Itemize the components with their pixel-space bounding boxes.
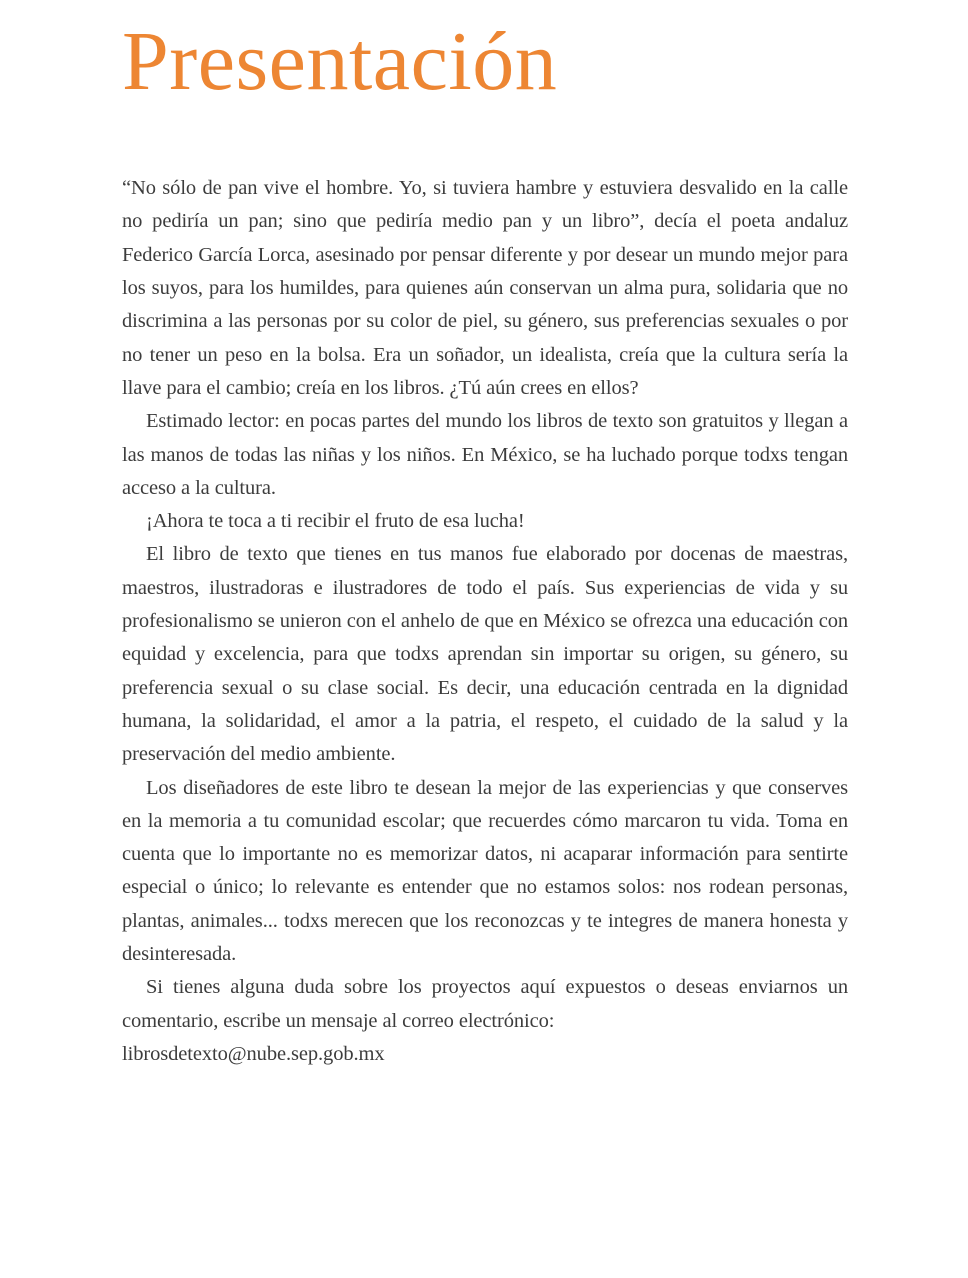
paragraph-estimado-lector: Estimado lector: en pocas partes del mundo los libros de texto son gratuitos y llegan a las manos de todas las niñas y los niños. En México, se ha luchado porque todxs tengan acceso a la cultura.: [122, 410, 848, 499]
paragraph-libro-de-texto: El libro de texto que tienes en tus manos fue elaborado por docenas de maestras, maestros, ilustradoras e ilustradores de todo el país. Sus experiencias de vida y su profesionalismo se unieron con el anhelo de que en México se ofrezca una educación con equidad y excelencia, para que todxs aprendan sin importar su origen, su género, su preferencia sexual o su clase social. Es decir, una educación centrada en la dignidad humana, la solidaridad, el amor a la patria, el respeto, el cuidado de la salud y la preservación del medio ambiente.: [122, 543, 848, 766]
paragraph-disenadores: Los diseñadores de este libro te desean la mejor de las experiencias y que conserves en la memoria a tu comunidad escolar; que recuerdes cómo marcaron tu vida. Toma en cuenta que lo importante no es memorizar datos, ni acaparar información para sentirte especial o único; lo relevante es entender que no estamos solos: nos rodean personas, plantas, animales... todxs merecen que los reconozcas y te integres de manera honesta y desinteresada.: [122, 776, 848, 966]
paragraph-ahora-te-toca: ¡Ahora te toca a ti recibir el fruto de esa lucha!: [146, 510, 525, 533]
contact-email: librosdetexto@nube.sep.gob.mx: [122, 1042, 385, 1065]
presentation-body: [122, 172, 848, 1071]
paragraph-contacto: Si tienes alguna duda sobre los proyectos aquí expuestos o deseas enviarnos un comentario, escribe un mensaje al correo electrónico:: [122, 976, 848, 1032]
page-title: Presentación: [122, 15, 558, 108]
paragraph-quote-lorca: “No sólo de pan vive el hombre. Yo, si tuviera hambre y estuviera desvalido en la calle no pediría un pan; sino que pediría medio pan y un libro”, decía el poeta andaluz Federico García Lorca, asesinado por pensar diferente y por desear un mundo mejor para los suyos, para los humildes, para quienes aún conservan un alma pura, solidaria que no discrimina a las personas por su color de piel, su género, sus preferencias sexuales o por no tener un peso en la bolsa. Era un soñador, un idealista, creía que la cultura sería la llave para el cambio; creía en los libros. ¿Tú aún crees en ellos?: [122, 177, 848, 399]
